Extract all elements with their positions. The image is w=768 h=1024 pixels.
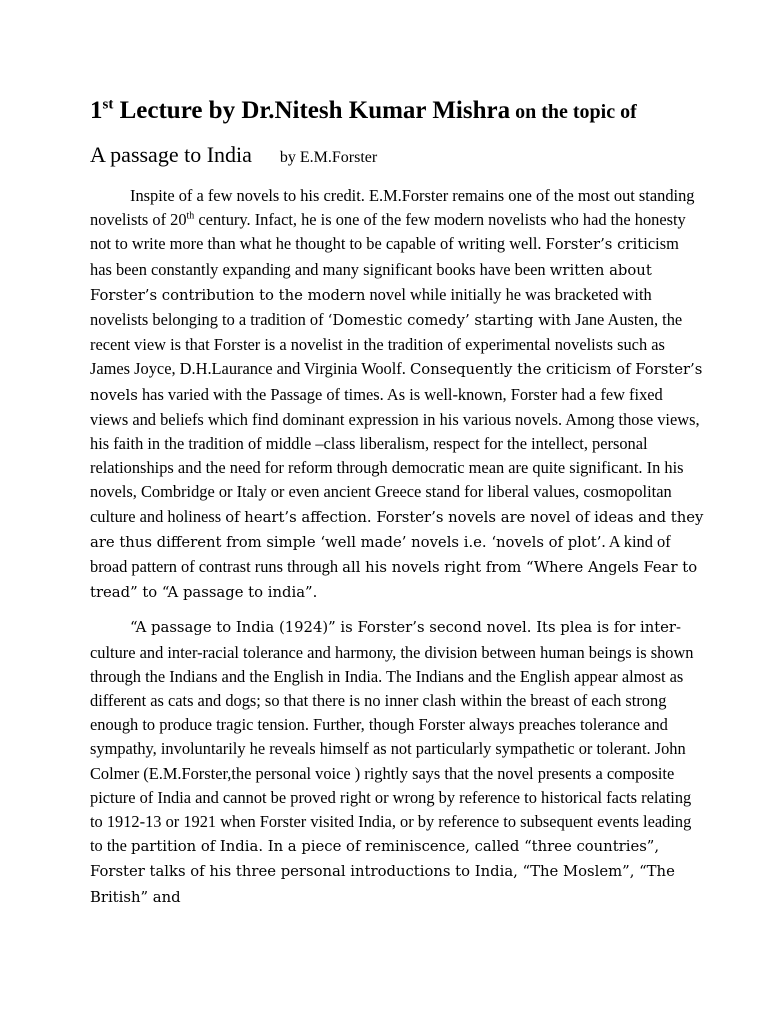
book-title: A passage to India <box>90 142 252 167</box>
lecture-title <box>90 94 704 129</box>
p1-seg-4: cism has been constantly expanding and many significant books have been <box>90 234 679 279</box>
p1-seg-7: ‘Domestic comedy’ starting with <box>327 312 572 330</box>
p1-seg-12: . A kind of broad pattern of contrast runs through <box>90 531 671 577</box>
title-number: 1 <box>90 97 103 124</box>
p1-seg-3: orster’s criti <box>554 236 648 254</box>
title-topic-text: on the topic of <box>510 101 637 123</box>
title-ordinal-suffix: st <box>102 96 114 113</box>
p2-seg-0: “A passage to India (1924)” is Forster’s second novel. Its plea is for inter- <box>130 619 682 637</box>
title-main: Lecture by Dr.Nitesh Kumar Mishra <box>113 97 511 124</box>
p1-seg-0: Inspite of a few novels to his credit. E.M.Forster remains one of the most out standing novelists of 20 <box>90 186 695 230</box>
p2-seg-1: culture and inter-racial tolerance and harmony, the division between human beings is shown through the Indians and the English in India. The Indians and the English appear almost as different as cats and dogs; so that there is no inner clash within the breast of each strong enough to produce tragic tension. Further, though Forster always preaches tolerance and sympathy, involuntarily he reveals himself as not particularly sympathetic or tolerant. John Colmer (E.M.Forster,the personal voice ) rightly says that the novel presents a composite picture of India and cannot be proved right or wrong by reference to historical facts relating to 1912-13 or 1921 when Forster visited India, or by reference to subsequent events leading to the <box>90 642 694 856</box>
p1-seg-5: written about Forster’s contribution to the modern <box>90 261 652 304</box>
book-subtitle <box>90 139 704 174</box>
p1-ordinal-suffix: th <box>186 210 195 222</box>
p2-seg-2: partition of India. In a piece of reminiscence, called “three countries”, Forster talks of his three personal introductions to India, “The Moslem”, “The British” and <box>90 838 675 906</box>
p1-seg-10: has varied with the Passage of times. As is well-known, Forster had a few fixed views and beliefs which find dominant expression in his various novels. Among those views, his faith in the tradition of middle –class liberalism, respect for the intellect, personal relationships and the need for reform through democratic mean are quite significant. In his novels, Combridge or Italy or even ancient Greece stand for liberal values, cosmopolitan culture and holiness <box>90 384 700 526</box>
paragraph-2 <box>90 615 704 909</box>
p1-seg-9: Consequently the criticism of Forster’s novels <box>90 361 703 404</box>
p1-seg-11: of heart’s affection. Forster’s novels are novel of ideas and they are thus different from simple ‘well made’ novels i.e. ‘novels of plot’ <box>90 508 704 551</box>
book-author: by E.M.Forster <box>279 149 378 166</box>
p1-seg-13: all his novels right from “Where Angels Fear to tread” to “A passage to india”. <box>90 559 698 602</box>
paragraph-1 <box>90 184 704 605</box>
p1-seg-6: novel while initially he was bracketed with novelists belonging to a tradition of <box>90 284 652 330</box>
p1-seg-2: century. Infact, he is one of the few modern novelists who had the honesty not to write more than what he thought to be capable of writing well. F <box>90 210 686 254</box>
p1-seg-8: Jane Austen, the recent view is that Forster is a novelist in the tradition of experimental novelists such as James Joyce, D.H.Laurance and Virginia Woolf. <box>90 310 683 379</box>
